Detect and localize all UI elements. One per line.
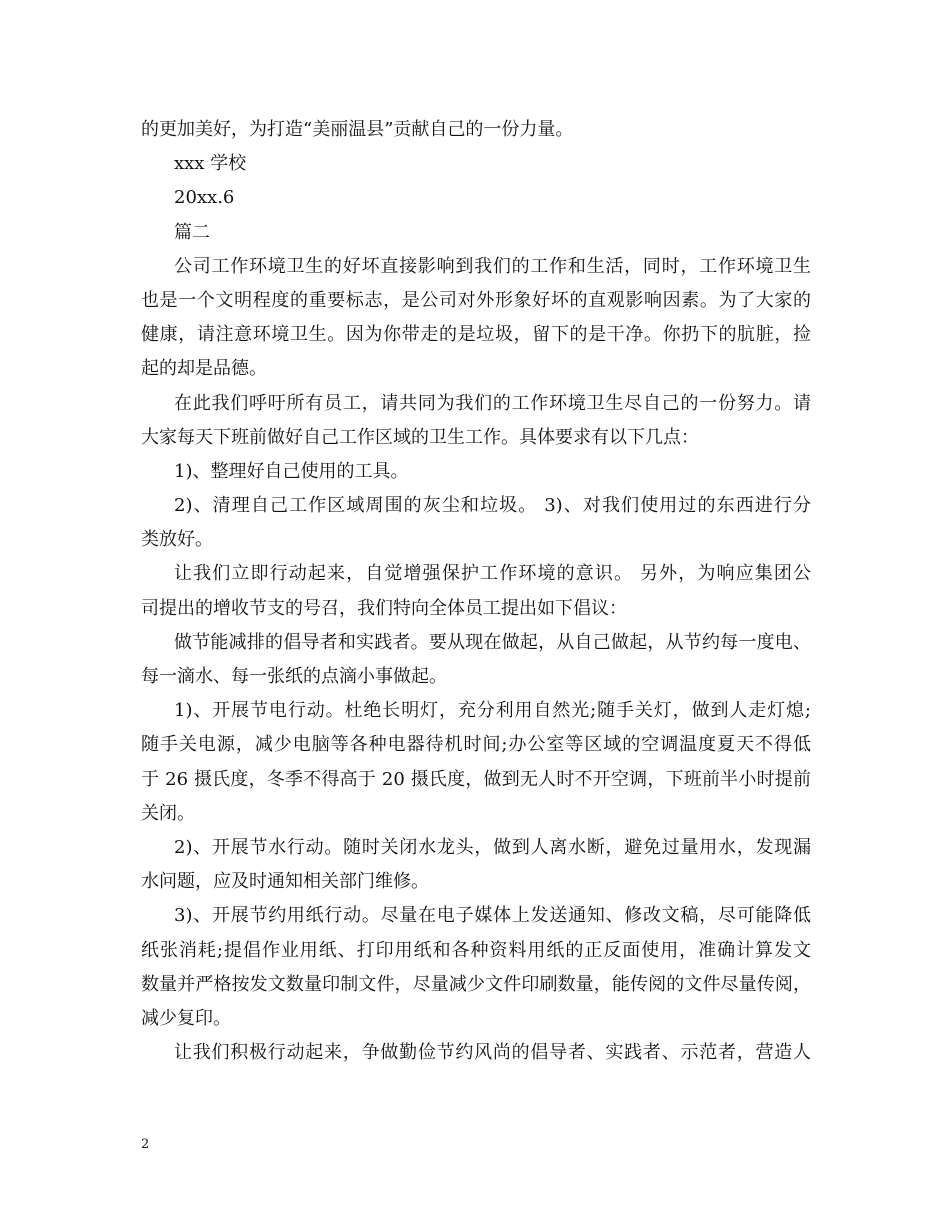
text-line: 1)、开展节电行动。杜绝长明灯，充分利用自然光;随手关灯，做到人走灯熄; bbox=[174, 700, 811, 722]
text-line: 大家每天下班前做好自己工作区域的卫生工作。具体要求有以下几点： bbox=[141, 426, 699, 448]
text-line: 健康，请注意环境卫生。因为你带走的是垃圾，留下的是干净。你扔下的肮脏，捡 bbox=[141, 324, 811, 346]
text-line: 让我们积极行动起来，争做勤俭节约风尚的倡导者、实践者、示范者，营造人 bbox=[174, 1042, 811, 1064]
document-body bbox=[141, 113, 811, 1070]
text-line: 1)、整理好自己使用的工具。 bbox=[174, 460, 409, 482]
text-line: 在此我们呼吁所有员工，请共同为我们的工作环境卫生尽自己的一份努力。请 bbox=[174, 392, 811, 414]
text-line: 2)、清理自己工作区域周围的灰尘和垃圾。 3)、对我们使用过的东西进行分 bbox=[174, 495, 811, 517]
text-line: xxx 学校 bbox=[174, 153, 247, 175]
text-line: 随手关电源，减少电脑等各种电器待机时间;办公室等区域的空调温度夏天不得低 bbox=[141, 734, 811, 756]
text-line: 3)、开展节约用纸行动。尽量在电子媒体上发送通知、修改文稿，尽可能降低 bbox=[174, 905, 811, 927]
text-line: 司提出的增收节支的号召，我们特向全体员工提出如下倡议： bbox=[141, 597, 627, 619]
text-line: 的更加美好，为打造“美丽温县”贡献自己的一份力量。 bbox=[141, 119, 574, 140]
text-line: 于 26 摄氏度，冬季不得高于 20 摄氏度，做到无人时不开空调，下班前半小时提前 bbox=[141, 768, 811, 790]
page-number: 2 bbox=[141, 1137, 150, 1152]
text-line: 篇二 bbox=[174, 221, 210, 243]
text-line: 让我们立即行动起来，自觉增强保护工作环境的意识。 另外，为响应集团公 bbox=[174, 563, 811, 585]
text-line: 公司工作环境卫生的好坏直接影响到我们的工作和生活，同时，工作环境卫生 bbox=[174, 255, 811, 277]
text-line: 做节能减排的倡导者和实践者。要从现在做起，从自己做起，从节约每一度电、 bbox=[174, 631, 811, 653]
text-line: 纸张消耗;提倡作业用纸、打印用纸和各种资料用纸的正反面使用，准确计算发文 bbox=[141, 939, 811, 961]
text-line: 数量并严格按发文数量印制文件，尽量减少文件印刷数量，能传阅的文件尽量传阅， bbox=[141, 973, 811, 995]
text-line: 类放好。 bbox=[141, 529, 213, 551]
text-line: 关闭。 bbox=[141, 802, 195, 824]
text-line: 20xx.6 bbox=[174, 187, 235, 209]
text-line: 也是一个文明程度的重要标志，是公司对外形象好坏的直观影响因素。为了大家的 bbox=[141, 289, 811, 311]
text-line: 起的却是品德。 bbox=[141, 358, 267, 380]
text-line: 减少复印。 bbox=[141, 1007, 231, 1029]
text-line: 每一滴水、每一张纸的点滴小事做起。 bbox=[141, 666, 447, 687]
text-line: 水问题，应及时通知相关部门维修。 bbox=[141, 871, 429, 893]
text-line: 2)、开展节水行动。随时关闭水龙头，做到人离水断，避免过量用水，发现漏 bbox=[174, 836, 811, 858]
